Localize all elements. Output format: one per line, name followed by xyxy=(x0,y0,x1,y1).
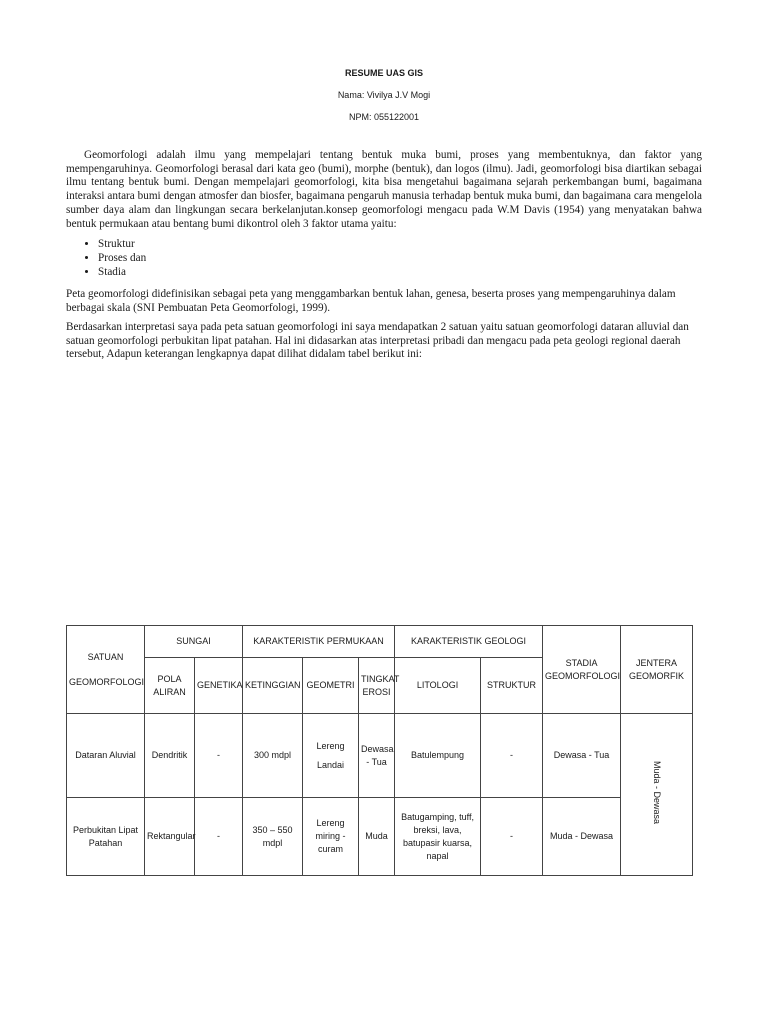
student-name: Nama: Vivilya J.V Mogi xyxy=(337,90,431,100)
header-geometri: GEOMETRI xyxy=(303,658,359,714)
header-karakteristik-geologi: KARAKTERISTIK GEOLOGI xyxy=(395,626,543,658)
cell-ketinggian: 300 mdpl xyxy=(243,714,303,798)
definition-paragraph: Peta geomorfologi didefinisikan sebagai peta yang menggambarkan bentuk lahan, genesa, beserta proses yang mempengaruhinya dalam berbagai skala (SNI Pembuatan Peta Geomorfologi, 1999). xyxy=(66,288,676,314)
header-satuan-line1: SATUAN xyxy=(87,651,124,662)
jentera-value: Muda - Dewasa xyxy=(652,760,663,825)
cell-geometri xyxy=(303,714,359,798)
geomorphology-table xyxy=(66,625,693,876)
cell-stadia: Muda - Dewasa xyxy=(543,798,621,876)
cell-litologi: Batugamping, tuff, breksi, lava, batupasir kuarsa, napal xyxy=(395,798,481,876)
header-satuan-line2: GEOMORFOLOGI xyxy=(69,676,145,687)
list-item: • Struktur xyxy=(98,237,146,251)
document-header xyxy=(0,66,768,132)
cell-genetika: - xyxy=(195,714,243,798)
interpretation-paragraph: Berdasarkan interpretasi saya pada peta satuan geomorfologi ini saya mendapatkan 2 satuan yaitu satuan geomorfologi dataran alluvial dan satuan geomorfologi perbukitan lipat patahan. Hal ini didasarkan atas interpretasi pribadi dan mengacu pada peta geologi regional daerah tersebut, Adapun keterangan lengkapnya dapat dilihat didalam tabel berikut ini: xyxy=(66,321,689,361)
header-stadia: STADIA GEOMORFOLOGI xyxy=(543,626,621,714)
header-satuan xyxy=(67,626,145,714)
table-row xyxy=(67,798,693,876)
cell-litologi: Batulempung xyxy=(395,714,481,798)
header-pola-aliran: POLA ALIRAN xyxy=(145,658,195,714)
cell-geometri: Lereng miring - curam xyxy=(303,798,359,876)
cell-jentera xyxy=(621,714,693,876)
cell-struktur: - xyxy=(481,714,543,798)
header-genetika: GENETIKA xyxy=(195,658,243,714)
header-struktur: STRUKTUR xyxy=(481,658,543,714)
cell-satuan: Dataran Aluvial xyxy=(67,714,145,798)
header-tingkat-erosi: TINGKAT EROSI xyxy=(359,658,395,714)
student-npm: NPM: 055122001 xyxy=(348,112,420,122)
list-item: • Proses dan xyxy=(98,251,146,265)
header-ketinggian: KETINGGIAN xyxy=(243,658,303,714)
cell-ketinggian: 350 – 550 mdpl xyxy=(243,798,303,876)
header-litologi: LITOLOGI xyxy=(395,658,481,714)
list-item: • Stadia xyxy=(98,265,146,279)
cell-struktur: - xyxy=(481,798,543,876)
cell-geometri-line2: Landai xyxy=(317,759,345,770)
intro-paragraph: Geomorfologi adalah ilmu yang mempelajari tentang bentuk muka bumi, proses yang membentuknya, dan faktor yang mempengaruhinya. Geomorfologi berasal dari kata geo (bumi), morphe (bentuk), dan logos (ilmu). Jadi, geomorfologi bisa diartikan sebagai ilmu tentang bentuk bumi. Dengan mempelajari geomorfologi, kita bisa mengetahui bagaimana sejarah perkembangan bumi, bagaimana interaksi antara bumi dengan atmosfer dan biosfer, bagaimana pengaruh manusia terhadap bentuk muka bumi, dan bagaimana cara mengelola sumber daya alam dan lingkungan secara berkelanjutan.konsep geomorfologi mengacu pada W.M Davis (1954) yang menyatakan bahwa bentuk permukaan atau bentang bumi dikontrol oleh 3 faktor utama yaitu: xyxy=(66,149,702,230)
document-title: RESUME UAS GIS xyxy=(344,68,423,78)
cell-genetika: - xyxy=(195,798,243,876)
cell-geometri-line1: Lereng xyxy=(316,740,345,751)
cell-pola-aliran: Rektangular xyxy=(145,798,195,876)
table-row xyxy=(67,714,693,798)
header-karakteristik-permukaan: KARAKTERISTIK PERMUKAAN xyxy=(243,626,395,658)
cell-stadia: Dewasa - Tua xyxy=(543,714,621,798)
cell-satuan: Perbukitan Lipat Patahan xyxy=(67,798,145,876)
cell-tingkat-erosi: Dewasa - Tua xyxy=(359,714,395,798)
header-jentera: JENTERA GEOMORFIK xyxy=(621,626,693,714)
cell-pola-aliran: Dendritik xyxy=(145,714,195,798)
table-header-row xyxy=(67,626,693,658)
factor-list xyxy=(80,237,146,279)
header-sungai: SUNGAI xyxy=(145,626,243,658)
cell-tingkat-erosi: Muda xyxy=(359,798,395,876)
